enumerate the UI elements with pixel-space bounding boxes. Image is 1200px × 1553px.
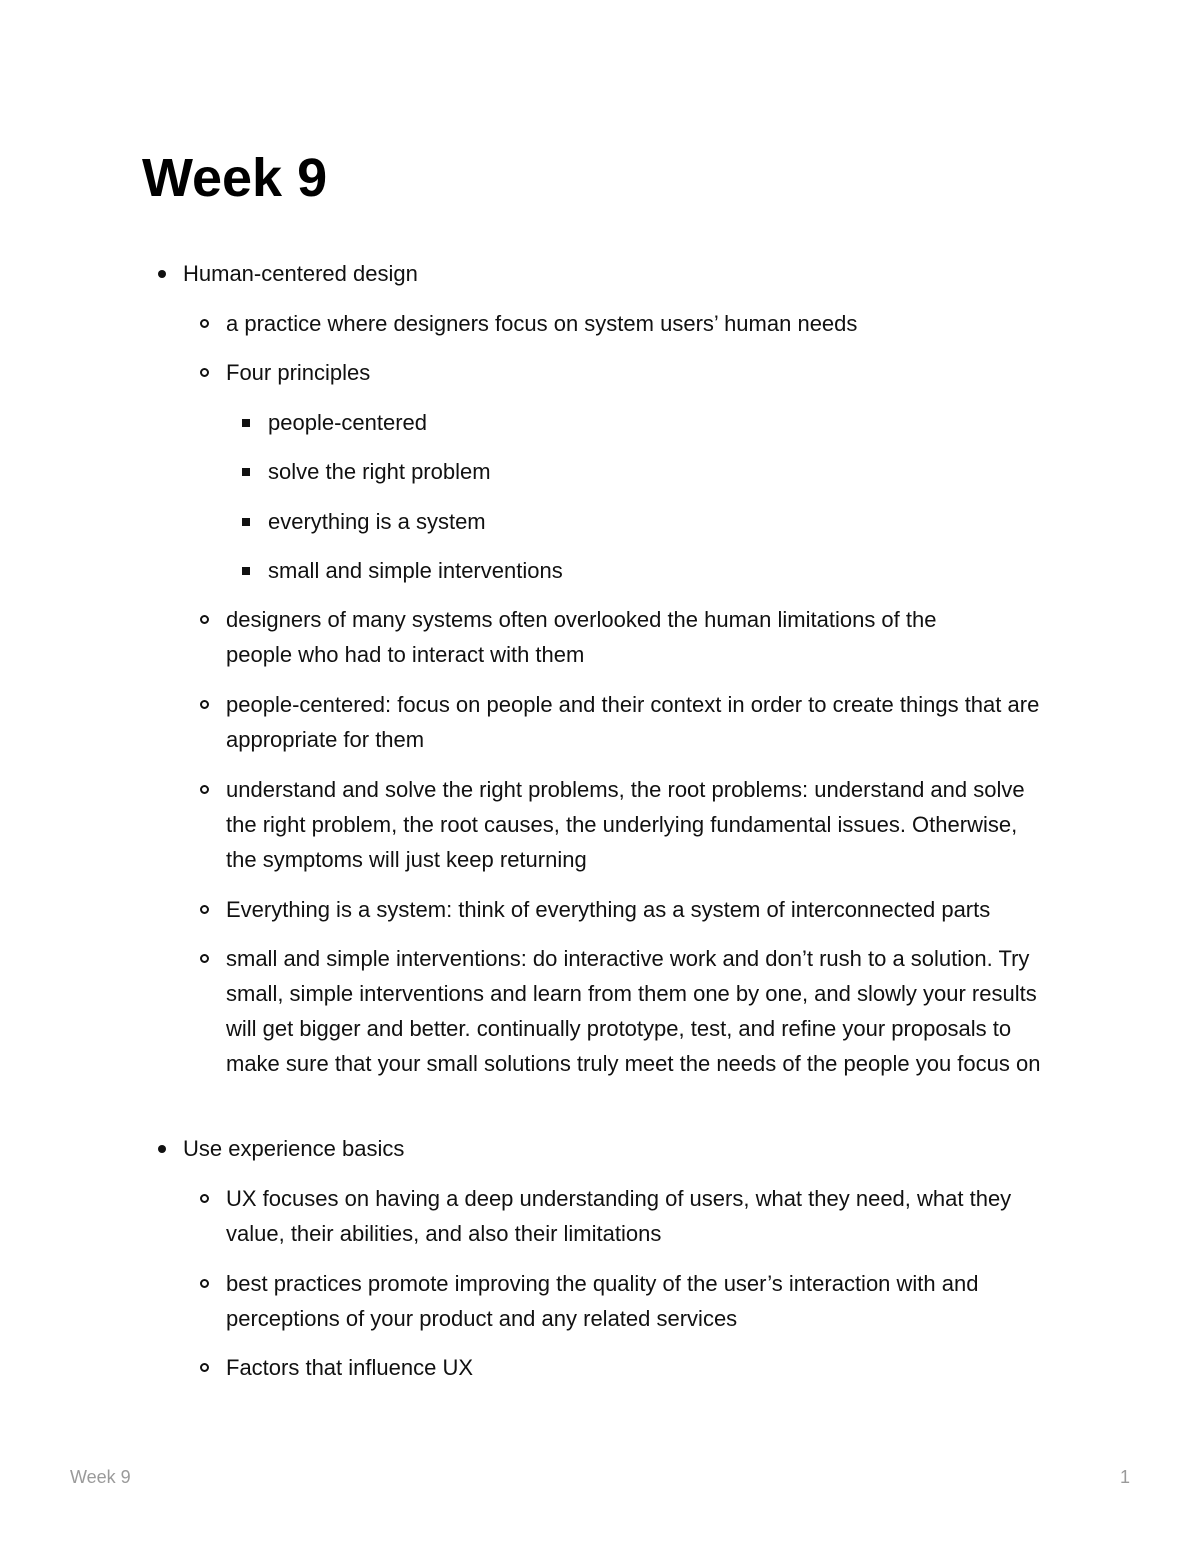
circle-bullet-icon — [200, 319, 209, 328]
list-item-text: designers of many systems often overlooked the human limitations of the people who had to interact with them — [226, 607, 937, 667]
list-item-text: people-centered: focus on people and their context in order to create things that are appropriate for them — [226, 692, 1040, 752]
list-item-text: UX focuses on having a deep understanding of users, what they need, what they value, their abilities, and also their limitations — [226, 1186, 1012, 1246]
list-item — [268, 405, 1068, 440]
square-bullet-icon — [242, 468, 250, 476]
list-item — [226, 1350, 1066, 1385]
list-item-text: everything is a system — [268, 509, 486, 534]
list-item-text: Use experience basics — [183, 1136, 405, 1161]
list-item — [226, 687, 1066, 757]
list-item-text: Four principles — [226, 360, 371, 385]
disc-bullet-icon — [158, 1145, 166, 1153]
list-item — [268, 504, 1068, 539]
square-bullet-icon — [242, 518, 250, 526]
circle-bullet-icon — [200, 954, 209, 963]
list-item — [226, 355, 1066, 390]
list-item-text: small and simple interventions — [268, 558, 563, 583]
circle-bullet-icon — [200, 615, 209, 624]
square-bullet-icon — [242, 567, 250, 575]
list-item — [226, 941, 1066, 1081]
list-item — [183, 256, 1043, 291]
list-item — [183, 1131, 1043, 1166]
list-item — [226, 602, 996, 672]
circle-bullet-icon — [200, 1279, 209, 1288]
circle-bullet-icon — [200, 905, 209, 914]
footer-title: Week 9 — [70, 1467, 131, 1487]
list-item — [226, 772, 1041, 877]
circle-bullet-icon — [200, 1363, 209, 1372]
circle-bullet-icon — [200, 700, 209, 709]
list-item — [226, 892, 1066, 927]
page-title: Week 9 — [142, 148, 328, 208]
square-bullet-icon — [242, 419, 250, 427]
circle-bullet-icon — [200, 1194, 209, 1203]
page-number: 1 — [1119, 1467, 1130, 1487]
list-item — [268, 553, 1068, 588]
list-item — [226, 306, 1066, 341]
list-item-text: people-centered — [268, 410, 428, 435]
list-item-text: Factors that influence UX — [226, 1355, 474, 1380]
list-item-text: a practice where designers focus on system users’ human needs — [226, 311, 858, 336]
list-item-text: small and simple interventions: do interactive work and don’t rush to a solution. Try small, simple interventions and learn from them one by one, and slowly your results will get bigger and better. continually prototype, test, and refine your proposals to make sure that your small solutions truly meet the needs of the people you focus on — [226, 946, 1041, 1076]
list-item — [226, 1181, 1026, 1251]
list-item-text: Everything is a system: think of everything as a system of interconnected parts — [226, 897, 991, 922]
circle-bullet-icon — [200, 785, 209, 794]
disc-bullet-icon — [158, 270, 166, 278]
list-item-text: Human-centered design — [183, 261, 418, 286]
list-item-text: solve the right problem — [268, 459, 491, 484]
list-item-text: understand and solve the right problems, the root problems: understand and solve the right problem, the root causes, the underlying fundamental issues. Otherwise, the symptoms will just keep returning — [226, 777, 1025, 872]
list-item — [226, 1266, 1046, 1336]
list-item — [268, 454, 1068, 489]
list-item-text: best practices promote improving the quality of the user’s interaction with and perceptions of your product and any related services — [226, 1271, 979, 1331]
circle-bullet-icon — [200, 368, 209, 377]
